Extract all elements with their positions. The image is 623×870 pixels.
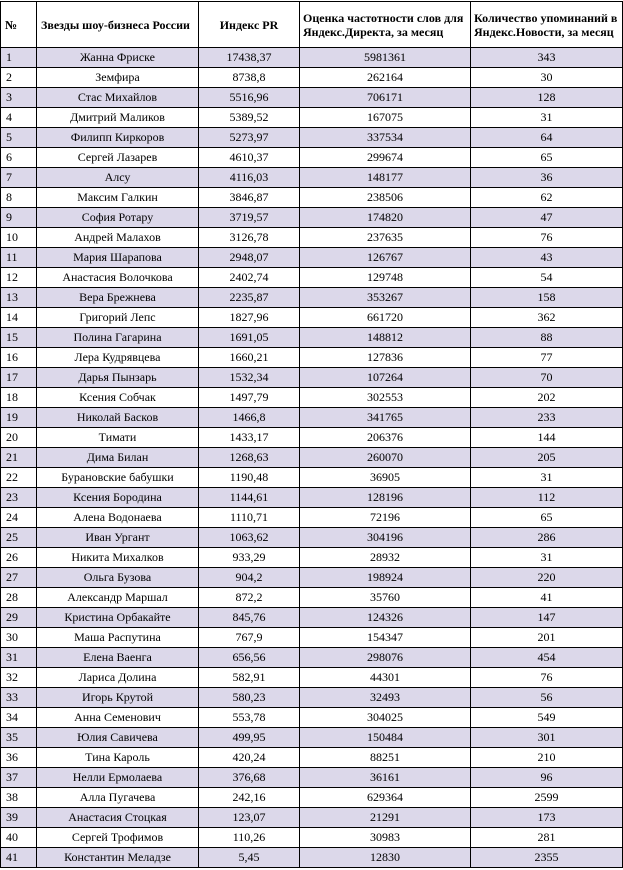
cell-news-mentions: 173 (471, 808, 623, 828)
cell-pr-index: 1268,63 (199, 448, 300, 468)
cell-number: 5 (1, 128, 37, 148)
cell-pr-index: 499,95 (199, 728, 300, 748)
cell-news-mentions: 96 (471, 768, 623, 788)
cell-name: Дарья Пынзарь (37, 368, 199, 388)
cell-direct-frequency: 35760 (300, 588, 471, 608)
cell-number: 39 (1, 808, 37, 828)
cell-news-mentions: 30 (471, 68, 623, 88)
cell-pr-index: 3719,57 (199, 208, 300, 228)
cell-name: Иван Ургант (37, 528, 199, 548)
cell-name: София Ротару (37, 208, 199, 228)
header-row (1, 2, 623, 48)
cell-number: 26 (1, 548, 37, 568)
cell-name: Вера Брежнева (37, 288, 199, 308)
cell-news-mentions: 549 (471, 708, 623, 728)
cell-number: 37 (1, 768, 37, 788)
cell-number: 28 (1, 588, 37, 608)
cell-pr-index: 656,56 (199, 648, 300, 668)
table-row (1, 748, 623, 768)
cell-number: 24 (1, 508, 37, 528)
cell-pr-index: 1691,05 (199, 328, 300, 348)
cell-pr-index: 5516,96 (199, 88, 300, 108)
cell-number: 20 (1, 428, 37, 448)
cell-direct-frequency: 150484 (300, 728, 471, 748)
table-row (1, 608, 623, 628)
table-row (1, 288, 623, 308)
table-row (1, 188, 623, 208)
cell-name: Кристина Орбакайте (37, 608, 199, 628)
cell-name: Никита Михалков (37, 548, 199, 568)
cell-number: 14 (1, 308, 37, 328)
cell-direct-frequency: 21291 (300, 808, 471, 828)
cell-news-mentions: 76 (471, 228, 623, 248)
cell-news-mentions: 62 (471, 188, 623, 208)
cell-news-mentions: 76 (471, 668, 623, 688)
cell-direct-frequency: 298076 (300, 648, 471, 668)
table-row (1, 408, 623, 428)
cell-number: 17 (1, 368, 37, 388)
cell-direct-frequency: 12830 (300, 848, 471, 868)
cell-direct-frequency: 262164 (300, 68, 471, 88)
cell-direct-frequency: 107264 (300, 368, 471, 388)
cell-direct-frequency: 174820 (300, 208, 471, 228)
cell-pr-index: 1144,61 (199, 488, 300, 508)
cell-number: 6 (1, 148, 37, 168)
cell-news-mentions: 286 (471, 528, 623, 548)
cell-name: Елена Ваенга (37, 648, 199, 668)
cell-number: 10 (1, 228, 37, 248)
cell-pr-index: 933,29 (199, 548, 300, 568)
cell-news-mentions: 112 (471, 488, 623, 508)
cell-name: Константин Меладзе (37, 848, 199, 868)
table-row (1, 848, 623, 868)
cell-number: 2 (1, 68, 37, 88)
cell-name: Лера Кудрявцева (37, 348, 199, 368)
cell-news-mentions: 70 (471, 368, 623, 388)
header-pr-index: Индекс PR (199, 2, 300, 48)
cell-name: Анастасия Волочкова (37, 268, 199, 288)
cell-pr-index: 1190,48 (199, 468, 300, 488)
cell-pr-index: 1433,17 (199, 428, 300, 448)
table-row (1, 308, 623, 328)
cell-number: 8 (1, 188, 37, 208)
cell-direct-frequency: 5981361 (300, 48, 471, 68)
cell-name: Ксения Бородина (37, 488, 199, 508)
header-news-mentions: Количество упоминаний в Яндекс.Новости, за месяц (471, 2, 623, 48)
cell-direct-frequency: 44301 (300, 668, 471, 688)
cell-direct-frequency: 341765 (300, 408, 471, 428)
table-row (1, 128, 623, 148)
cell-number: 1 (1, 48, 37, 68)
cell-news-mentions: 454 (471, 648, 623, 668)
cell-name: Полина Гагарина (37, 328, 199, 348)
table-row (1, 228, 623, 248)
table-row (1, 708, 623, 728)
cell-pr-index: 2235,87 (199, 288, 300, 308)
cell-direct-frequency: 72196 (300, 508, 471, 528)
cell-number: 12 (1, 268, 37, 288)
table-row (1, 648, 623, 668)
cell-number: 31 (1, 648, 37, 668)
table-row (1, 48, 623, 68)
cell-direct-frequency: 128196 (300, 488, 471, 508)
cell-pr-index: 8738,8 (199, 68, 300, 88)
table-row (1, 568, 623, 588)
table-row (1, 668, 623, 688)
cell-pr-index: 420,24 (199, 748, 300, 768)
cell-news-mentions: 233 (471, 408, 623, 428)
cell-name: Алена Водонаева (37, 508, 199, 528)
cell-number: 38 (1, 788, 37, 808)
cell-news-mentions: 31 (471, 468, 623, 488)
table-row (1, 88, 623, 108)
cell-name: Григорий Лепс (37, 308, 199, 328)
cell-news-mentions: 301 (471, 728, 623, 748)
cell-pr-index: 904,2 (199, 568, 300, 588)
cell-number: 41 (1, 848, 37, 868)
cell-direct-frequency: 28932 (300, 548, 471, 568)
header-direct-frequency: Оценка частотности слов для Яндекс.Директа, за месяц (300, 2, 471, 48)
cell-news-mentions: 128 (471, 88, 623, 108)
cell-news-mentions: 205 (471, 448, 623, 468)
cell-name: Лариса Долина (37, 668, 199, 688)
cell-news-mentions: 210 (471, 748, 623, 768)
cell-number: 35 (1, 728, 37, 748)
cell-number: 19 (1, 408, 37, 428)
cell-name: Алсу (37, 168, 199, 188)
cell-name: Александр Маршал (37, 588, 199, 608)
cell-news-mentions: 65 (471, 148, 623, 168)
table-row (1, 388, 623, 408)
cell-pr-index: 1063,62 (199, 528, 300, 548)
cell-direct-frequency: 353267 (300, 288, 471, 308)
cell-name: Тина Кароль (37, 748, 199, 768)
cell-number: 4 (1, 108, 37, 128)
table-body (1, 48, 623, 868)
cell-pr-index: 4610,37 (199, 148, 300, 168)
cell-direct-frequency: 198924 (300, 568, 471, 588)
cell-name: Бурановские бабушки (37, 468, 199, 488)
cell-direct-frequency: 124326 (300, 608, 471, 628)
cell-pr-index: 1827,96 (199, 308, 300, 328)
cell-news-mentions: 31 (471, 548, 623, 568)
cell-pr-index: 872,2 (199, 588, 300, 608)
cell-news-mentions: 65 (471, 508, 623, 528)
header-name: Звезды шоу-бизнеса России (37, 2, 199, 48)
cell-number: 21 (1, 448, 37, 468)
cell-direct-frequency: 30983 (300, 828, 471, 848)
cell-pr-index: 580,23 (199, 688, 300, 708)
celebrity-pr-table (0, 1, 623, 868)
cell-news-mentions: 220 (471, 568, 623, 588)
cell-direct-frequency: 127836 (300, 348, 471, 368)
cell-news-mentions: 201 (471, 628, 623, 648)
table-row (1, 68, 623, 88)
cell-pr-index: 1497,79 (199, 388, 300, 408)
cell-name: Игорь Крутой (37, 688, 199, 708)
cell-news-mentions: 2355 (471, 848, 623, 868)
cell-number: 16 (1, 348, 37, 368)
cell-name: Маша Распутина (37, 628, 199, 648)
cell-pr-index: 3846,87 (199, 188, 300, 208)
cell-direct-frequency: 148177 (300, 168, 471, 188)
table-row (1, 688, 623, 708)
table-row (1, 348, 623, 368)
cell-number: 40 (1, 828, 37, 848)
cell-news-mentions: 202 (471, 388, 623, 408)
cell-direct-frequency: 299674 (300, 148, 471, 168)
cell-direct-frequency: 661720 (300, 308, 471, 328)
cell-direct-frequency: 36161 (300, 768, 471, 788)
cell-name: Мария Шарапова (37, 248, 199, 268)
cell-number: 11 (1, 248, 37, 268)
cell-pr-index: 2948,07 (199, 248, 300, 268)
cell-name: Нелли Ермолаева (37, 768, 199, 788)
cell-name: Тимати (37, 428, 199, 448)
cell-direct-frequency: 706171 (300, 88, 471, 108)
cell-name: Филипп Киркоров (37, 128, 199, 148)
cell-news-mentions: 281 (471, 828, 623, 848)
cell-number: 3 (1, 88, 37, 108)
cell-news-mentions: 158 (471, 288, 623, 308)
cell-number: 9 (1, 208, 37, 228)
cell-name: Дмитрий Маликов (37, 108, 199, 128)
table-row (1, 428, 623, 448)
header-number: № (1, 2, 37, 48)
cell-name: Алла Пугачева (37, 788, 199, 808)
cell-pr-index: 5389,52 (199, 108, 300, 128)
table-row (1, 808, 623, 828)
cell-direct-frequency: 302553 (300, 388, 471, 408)
cell-pr-index: 1660,21 (199, 348, 300, 368)
cell-number: 25 (1, 528, 37, 548)
table-row (1, 148, 623, 168)
table-row (1, 728, 623, 748)
cell-direct-frequency: 154347 (300, 628, 471, 648)
cell-number: 7 (1, 168, 37, 188)
cell-name: Жанна Фриске (37, 48, 199, 68)
cell-pr-index: 1110,71 (199, 508, 300, 528)
table-row (1, 788, 623, 808)
table-row (1, 828, 623, 848)
cell-direct-frequency: 304196 (300, 528, 471, 548)
cell-news-mentions: 362 (471, 308, 623, 328)
table-row (1, 488, 623, 508)
cell-news-mentions: 64 (471, 128, 623, 148)
cell-name: Стас Михайлов (37, 88, 199, 108)
cell-number: 27 (1, 568, 37, 588)
cell-news-mentions: 144 (471, 428, 623, 448)
cell-name: Земфира (37, 68, 199, 88)
cell-pr-index: 1532,34 (199, 368, 300, 388)
cell-direct-frequency: 126767 (300, 248, 471, 268)
cell-direct-frequency: 206376 (300, 428, 471, 448)
table-row (1, 248, 623, 268)
cell-name: Юлия Савичева (37, 728, 199, 748)
cell-direct-frequency: 36905 (300, 468, 471, 488)
cell-name: Анастасия Стоцкая (37, 808, 199, 828)
table-row (1, 108, 623, 128)
cell-number: 34 (1, 708, 37, 728)
cell-pr-index: 767,9 (199, 628, 300, 648)
cell-pr-index: 582,91 (199, 668, 300, 688)
cell-number: 18 (1, 388, 37, 408)
cell-number: 30 (1, 628, 37, 648)
cell-name: Николай Басков (37, 408, 199, 428)
cell-pr-index: 242,16 (199, 788, 300, 808)
cell-number: 33 (1, 688, 37, 708)
cell-news-mentions: 41 (471, 588, 623, 608)
cell-pr-index: 376,68 (199, 768, 300, 788)
cell-direct-frequency: 129748 (300, 268, 471, 288)
cell-direct-frequency: 260070 (300, 448, 471, 468)
cell-direct-frequency: 238506 (300, 188, 471, 208)
cell-news-mentions: 77 (471, 348, 623, 368)
cell-pr-index: 110,26 (199, 828, 300, 848)
cell-pr-index: 17438,37 (199, 48, 300, 68)
cell-pr-index: 4116,03 (199, 168, 300, 188)
table-row (1, 208, 623, 228)
cell-news-mentions: 54 (471, 268, 623, 288)
table-header (1, 2, 623, 48)
table-row (1, 588, 623, 608)
cell-name: Дима Билан (37, 448, 199, 468)
cell-name: Максим Галкин (37, 188, 199, 208)
cell-number: 15 (1, 328, 37, 348)
table-row (1, 468, 623, 488)
cell-number: 23 (1, 488, 37, 508)
cell-number: 22 (1, 468, 37, 488)
table-row (1, 168, 623, 188)
cell-number: 36 (1, 748, 37, 768)
cell-name: Ольга Бузова (37, 568, 199, 588)
table-row (1, 768, 623, 788)
cell-pr-index: 553,78 (199, 708, 300, 728)
cell-news-mentions: 56 (471, 688, 623, 708)
cell-direct-frequency: 337534 (300, 128, 471, 148)
cell-direct-frequency: 304025 (300, 708, 471, 728)
cell-news-mentions: 43 (471, 248, 623, 268)
cell-news-mentions: 147 (471, 608, 623, 628)
cell-pr-index: 2402,74 (199, 268, 300, 288)
cell-name: Ксения Собчак (37, 388, 199, 408)
cell-news-mentions: 88 (471, 328, 623, 348)
cell-pr-index: 123,07 (199, 808, 300, 828)
cell-name: Сергей Трофимов (37, 828, 199, 848)
cell-news-mentions: 31 (471, 108, 623, 128)
table-row (1, 448, 623, 468)
table-row (1, 548, 623, 568)
table-row (1, 528, 623, 548)
cell-pr-index: 5273,97 (199, 128, 300, 148)
cell-direct-frequency: 148812 (300, 328, 471, 348)
cell-name: Андрей Малахов (37, 228, 199, 248)
cell-number: 13 (1, 288, 37, 308)
cell-name: Анна Семенович (37, 708, 199, 728)
cell-news-mentions: 47 (471, 208, 623, 228)
cell-direct-frequency: 629364 (300, 788, 471, 808)
cell-number: 32 (1, 668, 37, 688)
cell-pr-index: 1466,8 (199, 408, 300, 428)
cell-name: Сергей Лазарев (37, 148, 199, 168)
cell-pr-index: 845,76 (199, 608, 300, 628)
cell-news-mentions: 36 (471, 168, 623, 188)
cell-news-mentions: 2599 (471, 788, 623, 808)
cell-pr-index: 3126,78 (199, 228, 300, 248)
cell-direct-frequency: 88251 (300, 748, 471, 768)
cell-number: 29 (1, 608, 37, 628)
table-row (1, 628, 623, 648)
cell-direct-frequency: 32493 (300, 688, 471, 708)
cell-pr-index: 5,45 (199, 848, 300, 868)
cell-direct-frequency: 167075 (300, 108, 471, 128)
cell-news-mentions: 343 (471, 48, 623, 68)
table-row (1, 268, 623, 288)
table-row (1, 368, 623, 388)
table-row (1, 328, 623, 348)
table-row (1, 508, 623, 528)
cell-direct-frequency: 237635 (300, 228, 471, 248)
